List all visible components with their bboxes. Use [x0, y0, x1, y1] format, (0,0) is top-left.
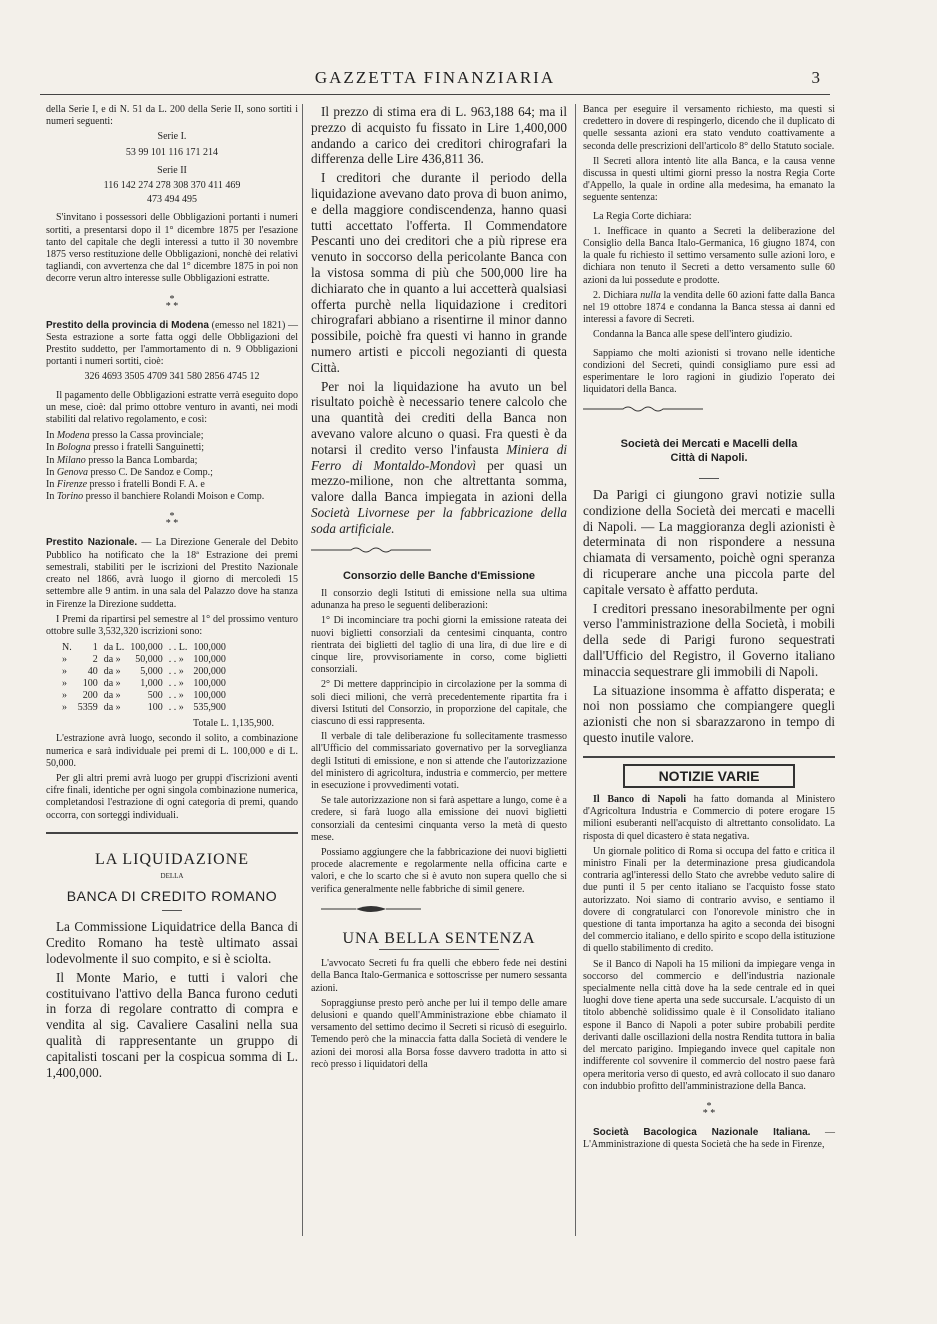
place-city: Genova: [56, 466, 88, 478]
modena-numbers: 326 4693 3505 4709 341 580 2856 4745 12: [84, 371, 260, 383]
gruppi-text: Per gli altri premi avrà luogo per gruppi d'iscrizioni aventi cifre finali, identiche per ogni singola combinazione numerica, completandosi l'estrazione di ogni categoria di premi, quando occorra, con sorteggi individuali.: [46, 772, 298, 821]
dispositivo-2a: 2. Dichiara: [593, 289, 641, 301]
serie2-label: Serie II: [157, 164, 187, 176]
consorzio-p5: Se tale autorizzazione non si farà aspettare a lungo, come è a credere, si farà luogo alla emissione dei nuovi biglietti consorziali da centesimi cinquanta verso la metà di questo mese.: [311, 795, 567, 843]
liquidazione-p3: Il prezzo di stima era di L. 963,188 64; ma il prezzo di acquisto fu fissato in Lire 1,400,000 andando a carico dei creditori chirografari la differenza delle Lire 436,811 36.: [311, 104, 567, 167]
consorzio-p6: Possiamo aggiungere che la fabbricazione dei nuovi biglietti procede alacremente e regolarmente nella officina carte e valori, e che lo scarto che si è avuto non supera quello che si verifica generalmente nelle fabbriche di simil genere.: [311, 846, 567, 895]
ornament-separator: [311, 905, 431, 913]
prize-cell-amount: 100,000: [130, 642, 163, 654]
invito-text: S'invitano i possessori delle Obbligazioni portanti i numeri sortiti, a presentarsi dopo il 1° dicembre 1875 per l'esazione tanto del capitale che degli interessi a tutto il 30 novembre 1875 verso restituzione delle Obbligazioni, nonchè dei relativi tagliandi, con avvertenza che dal 1° dicembre 1875 in poi non decorre verun altro interesse sulle Obbligazioni estratte.: [46, 212, 298, 285]
sentenza-title: UNA BELLA SENTENZA: [342, 930, 536, 947]
place-item: [46, 479, 298, 491]
place-prefix: In: [46, 454, 57, 466]
premi-intro: I Premi da ripartirsi pel semestre al 1° del prossimo venturo ottobre sulle 3,532,320 iscrizioni sono:: [46, 613, 298, 637]
intro-text: della Serie I, e di N. 51 da L. 200 della Serie II, sono sortiti i numeri seguenti:: [46, 104, 298, 128]
prize-cell-dots: . . »: [168, 690, 184, 702]
prize-cell-dots: . . »: [168, 678, 184, 690]
prize-cell-da: da »: [103, 690, 121, 702]
nazionale-heading: Prestito Nazionale.: [46, 537, 138, 549]
place-city: Torino: [56, 491, 84, 503]
prize-row: [62, 702, 232, 714]
prize-cell-da: da »: [103, 666, 121, 678]
places-list: [46, 430, 298, 503]
stars-separator: * * *: [165, 293, 179, 312]
prize-cell-n: »: [62, 654, 67, 666]
prize-cell-n: N.: [62, 642, 72, 654]
banco-napoli-bold: Il Banco di Napoli: [593, 794, 687, 806]
prize-row: [62, 642, 232, 654]
stars-separator: * * *: [702, 1100, 716, 1119]
notizie-p3: Se il Banco di Napoli ha 15 milioni da impiegare venga in soccorso del commercio e dell'industria nazionale specialmente nella città dove ha la sede centrale ed in quei luoghi dove tiene aperta una sede succursale. L'acquisto di un titolo abbenchè solidissimo quale è il Consolidato italiano espone il Banco di Napoli a poter subire probabili perdite derivanti dalle oscillazioni della nostra Rendita tuttora in balia del mercato parigino. Impiegando invece quel capitale non indifferente col sovvenire il commercio del nostro paese farà opera meritoria verso di questo, ed avrà collocato il suo danaro con indubbio profitto dell'amministrazione della Banca.: [583, 958, 835, 1092]
liquidazione-title: LA LIQUIDAZIONE: [94, 850, 250, 868]
prize-cell-count: 100: [82, 678, 98, 690]
prize-cell-count: 40: [87, 666, 98, 678]
prize-cell-total: 100,000: [193, 690, 226, 702]
serie1-numbers: 53 99 101 116 171 214: [125, 146, 219, 158]
place-item: [46, 491, 298, 503]
societa-italic: Società Livornese per la fabbricazione della soda artificiale.: [311, 504, 567, 536]
page-number: 3: [811, 68, 820, 87]
liquidazione-banca: BANCA DI CREDITO ROMANO: [66, 888, 278, 905]
prize-cell-total: 200,000: [193, 666, 226, 678]
consorzio-p2: 1° Di incominciare tra pochi giorni la emissione rateata dei nuovi biglietti consorziali da centesimi cinquanta, contro rientrata dei biglietti del taglio di una lira, di due lire e di cinque lire, provvisoriamente in corso, come biglietti consorziali.: [311, 615, 567, 676]
prize-cell-amount: 50,000: [135, 654, 163, 666]
notizie-p2: Un giornale politico di Roma si occupa del fatto e critica il ministro Finali per la determinazione presa giudicandola contraria agl'interessi dello Stato che avrebbe veduto salire di due punti il 5 per cento italiano se l'acquisto fosse stato autorizzato. Noi siamo di contrario avviso, e sentiamo il dovere di congratularci con l'onorevole ministro che in questione di tanta importanza ha agito a seconda dei bisogni del commercio italiano, e dello spirito e scopo della istituzione di quello stabilimento di credito.: [583, 845, 835, 955]
prize-cell-da: da »: [103, 702, 121, 714]
place-city: Milano: [56, 454, 86, 466]
mercati-p1: Da Parigi ci giungono gravi notizie sulla condizione della Società dei mercati e macelli di Napoli. — La maggioranza degli azionisti è determinata di non rispondere a nessuna chiamata di versamento, poichè ogni speranza di ricuperare anche una piccola parte del capitale versato è affatto perduta.: [583, 487, 835, 597]
place-detail: presso i fratelli Sanguinetti;: [90, 442, 205, 454]
place-item: [46, 467, 298, 479]
place-detail: presso C. De Sandoz e Comp.;: [87, 466, 213, 478]
prize-cell-n: »: [62, 702, 67, 714]
liquidazione-p5a: Per noi la liquidazione ha avuto un bel risultato poichè è necessario tenere calcolo che una quantità dei crediti della Banca non avevano valore alcuno o quasi. Fra questi è da notarsi il credito verso l'infausta: [311, 378, 567, 457]
place-item: [46, 430, 298, 442]
column-rule: [302, 104, 303, 1236]
place-city: Bologna: [56, 442, 91, 454]
prize-row: [62, 654, 232, 666]
column-3: [583, 104, 835, 1154]
prize-cell-dots: . . »: [168, 666, 184, 678]
place-detail: presso la Banca Lombarda;: [85, 454, 198, 466]
place-prefix: In: [46, 491, 57, 503]
serie2-numbers: 116 142 274 278 308 370 411 469: [103, 180, 241, 192]
wave-separator: [311, 546, 431, 554]
prize-cell-amount: 1,000: [140, 678, 163, 690]
bacologica-heading: Società Bacologica Nazionale Italiana.: [593, 1126, 811, 1138]
place-prefix: In: [46, 479, 57, 491]
serie1-label: Serie I.: [157, 131, 187, 143]
nazionale-text: — La Direzione Generale del Debito Pubblico ha notificato che la 18ª Estrazione dei premi semestrali, stabiliti per le iscrizioni del Prestito Nazionale creato nel 1866, avrà luogo il giorno di mercoledì 15 settembre alle 9 antim. in una sala del Palazzo dove ha stanza in Firenze la Direzione suddetta.: [46, 537, 298, 610]
title-rule: [379, 949, 499, 950]
prize-cell-dots: . . »: [168, 702, 184, 714]
nulla-italic: nulla: [640, 289, 661, 301]
prize-cell-amount: 500: [147, 690, 163, 702]
mercati-p3: La situazione insomma è affatto disperata; e noi non possiamo che compiangere quegli azionisti che non si sbarazzarono in tempo di questo inutile valore.: [583, 682, 835, 746]
miniera-italic: Miniera di Ferro di Montaldo-Mondovì: [311, 441, 567, 473]
bacologica-text: — L'Amministrazione di questa Società che ha sede in Firenze,: [583, 1126, 836, 1151]
place-item: [46, 442, 298, 454]
prize-cell-amount: 5,000: [140, 666, 163, 678]
pagamento-text: Il pagamento delle Obbligazioni estratte verrà eseguito dopo un mese, cioè: dal primo ottobre venturo in avanti, nei modi stabiliti dal relativo regolamento, e così:: [46, 389, 298, 426]
sentenza-p1: L'avvocato Secreti fu fra quelli che ebbero fede nei destini della Banca Italo-Germanica e sottoscrisse per numero sessanta azioni.: [311, 958, 567, 994]
stars-separator: * * *: [165, 511, 179, 530]
corte-dichiara: La Regia Corte dichiara:: [593, 210, 692, 222]
mercati-p2: I creditori pressano inesorabilmente per ogni verso l'amministrazione della Società, i mobili della sede di Parigi furono sequestrati dall'Ufficio del Registro, il Governo italiano minaccia sequestrare gli immobili di Napoli.: [583, 600, 835, 679]
prize-cell-total: 535,900: [193, 702, 226, 714]
prize-cell-da: da L.: [103, 642, 125, 654]
prize-cell-n: »: [62, 666, 67, 678]
prize-cell-count: 1: [92, 642, 98, 654]
mercati-title-2: Città di Napoli.: [670, 451, 748, 464]
prize-row: [62, 666, 232, 678]
section-rule: [46, 832, 298, 834]
prize-cell-count: 200: [82, 690, 98, 702]
liquidazione-p2: Il Monte Mario, e tutti i valori che costituivano l'attivo della Banca furono ceduti in forza di regolare contratto di compra e vendita al sig. Cavaliere Casalini nella sua qualità di rappresentante un gruppo di capitalisti toscani per la cospicua somma di L. 1,400,000.: [46, 969, 298, 1080]
sentenza-p4: Il Secreti allora intentò lite alla Banca, e la causa venne discussa in questi ultimi giorni presso la nostra Regia Corte d'Appello, la quale in ordine alla medesima, ha emanato la seguente sentenza:: [583, 155, 835, 204]
place-detail: presso i fratelli Bondi F. A. e: [87, 479, 205, 491]
place-city: Firenze: [56, 479, 88, 491]
liquidazione-p5b: per quasi un mezzo-milione, non che altrettanta somma, valore dalla Banca impiegata in azioni della: [311, 457, 567, 505]
sentenza-p2: Sopraggiunse presto però anche per lui il tempo delle amare delusioni e quando quell'Amministrazione ebbe chiamato il versamento del settimo decimo il Secreti si ricusò di eseguirlo. Temendo però che la minaccia fatta dalla Società di vendere le azioni dei morosi alla Borsa fosse davvero tradotta in atto si recò presso i liquidatori della: [311, 997, 567, 1070]
short-rule: [162, 910, 182, 911]
short-rule: [699, 478, 719, 479]
modena-text: (emesso nel 1821) — Sesta estrazione a sorte fatta oggi delle Obbligazioni del Prestito suddetto, per l'ammortamento di n. 9 Obbligazioni portanti i numeri sortiti, cioè:: [46, 319, 298, 368]
consorzio-title: Consorzio delle Banche d'Emissione: [342, 569, 536, 582]
dispositivo-1: 1. Inefficace in quanto a Secreti la deliberazione del Consiglio della Banca Italo-Germanica, 16 giugno 1874, con la quale fu richiesto il settimo versamento sulle azioni loro, e dichiara non tenuto il Secreti a detto versamento sulle 60 azioni da lui possedute e prodotte.: [583, 225, 835, 286]
prize-row: [62, 678, 232, 690]
prize-cell-da: da »: [103, 654, 121, 666]
serie2-numbers-cont: 473 494 495: [147, 194, 197, 206]
consorzio-p1: Il consorzio degli Istituti di emissione nella sua ultima adunanza ha preso le seguenti deliberazioni:: [311, 587, 567, 612]
place-prefix: In: [46, 442, 57, 454]
dispositivo-2b: la vendita delle 60 azioni fatte dalla Banca nel 19 ottobre 1874 e condanna la Banca stessa ai danni ed interessi a favore di Secreti.: [583, 289, 835, 326]
section-rule: [583, 756, 835, 758]
liquidazione-p1: La Commissione Liquidatrice della Banca di Credito Romano ha testè ultimato assai lodevolmente il suo compito, e si è sciolta.: [46, 919, 298, 966]
wave-separator: [583, 405, 703, 413]
liquidazione-p4: I creditori che durante il periodo della liquidazione avevano dato prova di buon animo, e della maggiore condiscendenza, hanno quasi tutti accettato l'offerta. Il Commendatore Pescanti uno dei creditori che a più riprese era venuto in soccorso della pericolante Banca con la vistosa somma di più che 500,000 lire ha dichiarato che in quanto a lui accetterà qualsiasi offerta purchè nella liquidazione i creditori chirografari abbiano a risentirne il minor danno possibile, poichè fra questi vi hanno in grande numero artisti e piccoli negozianti di questa Città.: [311, 170, 567, 375]
page-header: [40, 64, 830, 95]
prize-cell-n: »: [62, 678, 67, 690]
notizie-title: NOTIZIE VARIE: [623, 764, 795, 788]
consorzio-p3: 2° Di mettere dapprincipio in circolazione per la somma di soli dieci milioni, che verrà precedentemente ripartita fra i diversi Istituti del Consorzio, in proporzione del capitale, che ciascuno di essi rappresenta.: [311, 679, 567, 727]
consorzio-p4: Il verbale di tale deliberazione fu sollecitamente trasmesso all'Ufficio del commissariato governativo per la sorveglianza degli Istituti di emissione, e non si attende che l'autorizzazione del ministero di agricoltura, industria e commercio, per mettere in esecuzione i provvedimenti votati.: [311, 731, 567, 791]
place-prefix: In: [46, 430, 57, 442]
place-detail: presso il banchiere Rolandi Moison e Comp.: [83, 491, 265, 503]
prize-cell-dots: . . L.: [168, 642, 188, 654]
prize-cell-da: da »: [103, 678, 121, 690]
column-2: [311, 104, 567, 1074]
prize-cell-count: 5359: [77, 702, 98, 714]
masthead-title: GAZZETTA FINANZIARIA: [314, 68, 556, 87]
mercati-title: Società dei Mercati e Macelli della: [620, 437, 798, 450]
prizes-table: [62, 642, 232, 714]
place-city: Modena: [56, 430, 90, 442]
prize-cell-count: 2: [92, 654, 98, 666]
prize-cell-total: 100,000: [193, 678, 226, 690]
column-1: [46, 104, 298, 1083]
prize-cell-total: 100,000: [193, 654, 226, 666]
notizie-p1: ha fatto domanda al Ministero d'Agricoltura Industria e Commercio di potere erogare 15 milioni esuberanti nell'acquisto di altrettanto consolidato. La risposta di quel dicastero è stata negativa.: [583, 794, 835, 842]
place-detail: presso la Cassa provinciale;: [89, 430, 204, 442]
dispositivo-3: Condanna la Banca alle spese dell'intero giudizio.: [593, 329, 793, 341]
place-prefix: In: [46, 466, 57, 478]
prize-cell-total: 100,000: [193, 642, 226, 654]
prize-cell-dots: . . »: [168, 654, 184, 666]
column-rule: [575, 104, 576, 1236]
sentenza-p3: Banca per eseguire il versamento richiesto, ma questi si credettero in dovere di respingerlo, dicendo che il duplicato di quelle sessanta azioni era stato venduto coattivamente a seconda delle prescrizioni dell'articolo 8° dello Statuto sociale.: [583, 104, 835, 152]
modena-heading: Prestito della provincia di Modena: [46, 319, 209, 331]
prizes-total: Totale L. 1,135,900.: [193, 718, 274, 730]
sentenza-conclusione: Sappiamo che molti azionisti si trovano nelle identiche condizioni del Secreti, quindi consigliamo pure essi ad esperimentare le loro ragioni in giudizio l'operato dei liquidatori della Banca.: [583, 347, 835, 396]
place-item: [46, 455, 298, 467]
prize-row: [62, 690, 232, 702]
prize-cell-n: »: [62, 690, 67, 702]
prize-cell-amount: 100: [147, 702, 163, 714]
estrazione-text: L'estrazione avrà luogo, secondo il solito, a combinazione numerica e sarà individuale pei premi di L. 100,000 e di L. 50,000.: [46, 733, 298, 769]
liquidazione-della: DELLA: [160, 871, 184, 880]
